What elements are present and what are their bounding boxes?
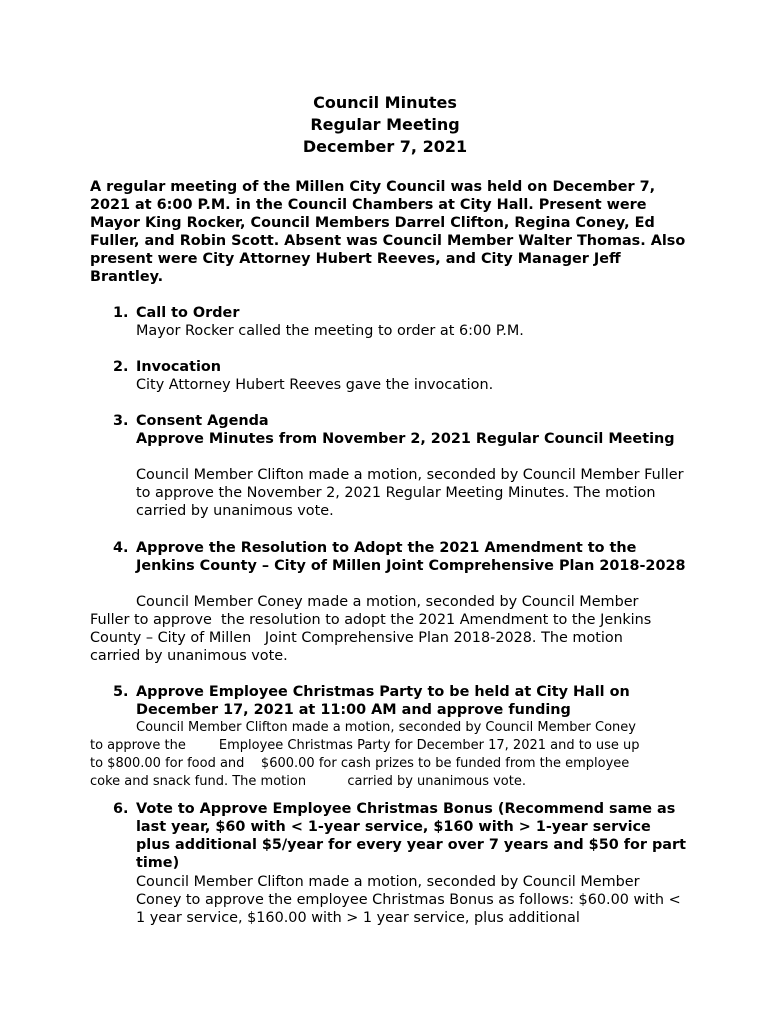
item-number: 2. — [113, 359, 129, 375]
doc-title: Council Minutes — [313, 93, 457, 112]
item-heading: Call to Order — [136, 305, 240, 321]
item-body: Mayor Rocker called the meeting to order at 6:00 P.M. — [136, 323, 524, 339]
item-heading: Invocation — [136, 359, 222, 375]
item-body-line: carried by unanimous vote. — [90, 648, 288, 664]
item-body-line: Council Member Clifton made a motion, seconded by Council Member Coney — [136, 720, 636, 735]
item-heading: Approve the Resolution to Adopt the 2021 Amendment to the Jenkins County – City of Millen Joint Comprehensive Plan 2018-2028 — [136, 540, 686, 574]
item-heading: Consent Agenda — [136, 413, 269, 429]
item-body-line: to $800.00 for food and $600.00 for cash prizes to be funded from the employee — [90, 756, 630, 771]
item-number: 3. — [113, 413, 129, 429]
item-subheading: Approve Minutes from November 2, 2021 Regular Council Meeting — [136, 431, 675, 447]
item-body: City Attorney Hubert Reeves gave the invocation. — [136, 377, 494, 393]
item-body-line: to approve the Employee Christmas Party for December 17, 2021 and to use up — [90, 738, 640, 753]
item-body-line: County – City of Millen Joint Comprehensive Plan 2018-2028. The motion — [90, 630, 623, 646]
item-number: 6. — [113, 801, 129, 817]
item-body: Council Member Clifton made a motion, seconded by Council Member Coney to approve the employee Christmas Bonus as follows: $60.00 with < 1 year service, $160.00 with > 1 year service, plus additional — [136, 874, 681, 926]
item-heading: Approve Employee Christmas Party to be held at City Hall on December 17, 2021 at 11:00 AM and approve funding — [136, 684, 630, 718]
doc-date: December 7, 2021 — [302, 137, 468, 156]
item-number: 1. — [113, 305, 129, 321]
item-number: 4. — [113, 540, 129, 556]
doc-subtitle: Regular Meeting — [310, 115, 460, 134]
item-number: 5. — [113, 684, 129, 700]
item-heading: Vote to Approve Employee Christmas Bonus (Recommend same as last year, $60 with < 1-year service, $160 with > 1-year service plus additional $5/year for every year over 7 years and $50 for part time) — [136, 801, 686, 871]
intro-paragraph: A regular meeting of the Millen City Council was held on December 7, 2021 at 6:00 P.M. in the Council Chambers at City Hall. Present were Mayor King Rocker, Council Members Darrel Clifton, Regina Coney, Ed Fuller, and Robin Scott. Absent was Council Member Walter Thomas. Also present were City Attorney Hubert Reeves, and City Manager Jeff Brantley. — [90, 179, 686, 285]
item-body-line: Council Member Coney made a motion, seconded by Council Member — [136, 594, 639, 610]
item-body-line: coke and snack fund. The motion carried by unanimous vote. — [90, 774, 526, 789]
item-body: Council Member Clifton made a motion, seconded by Council Member Fuller to approve the November 2, 2021 Regular Meeting Minutes. The motion carried by unanimous vote. — [136, 467, 684, 519]
item-body-line: Fuller to approve the resolution to adopt the 2021 Amendment to the Jenkins — [90, 612, 652, 628]
